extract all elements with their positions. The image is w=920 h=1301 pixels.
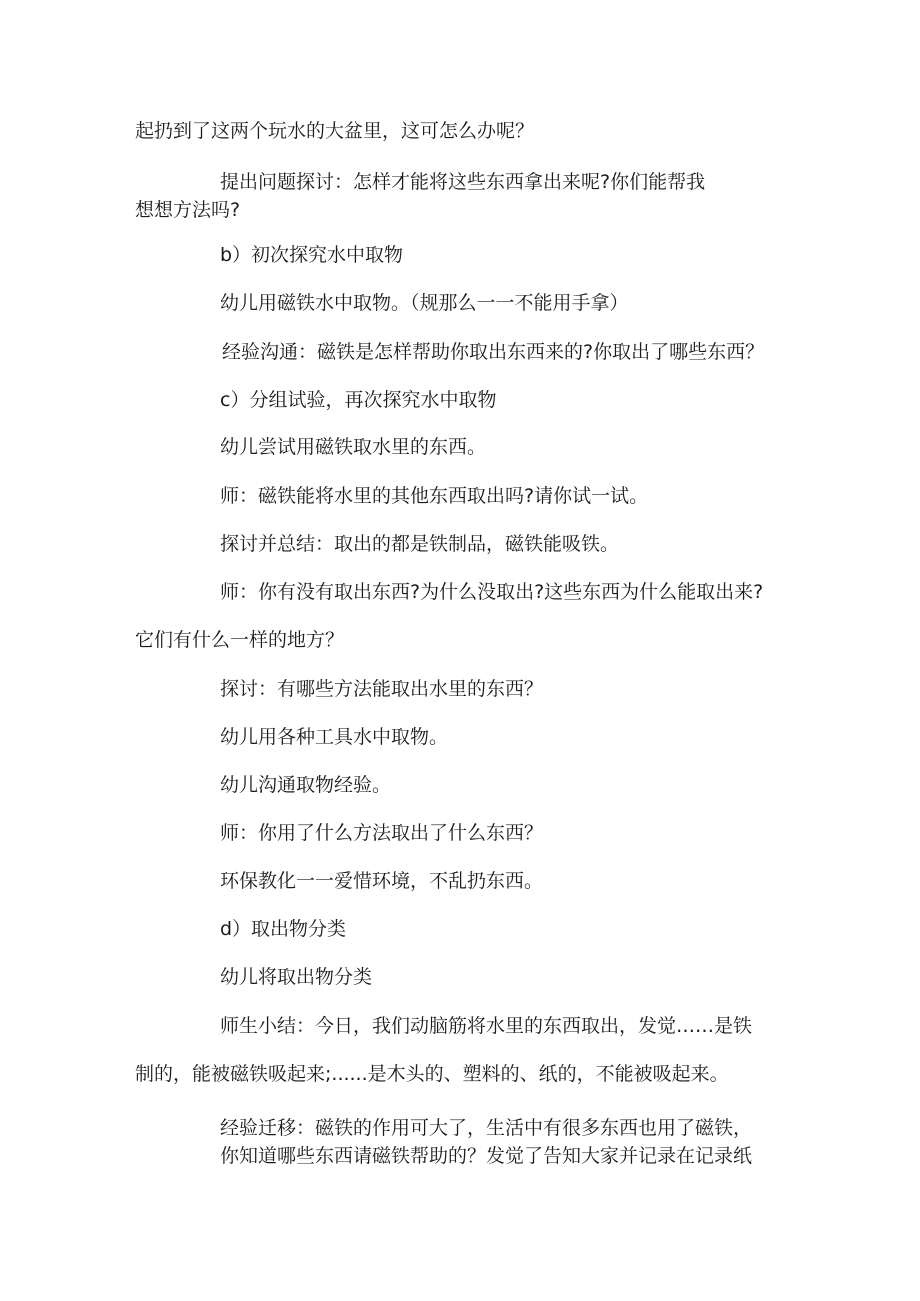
text-line: 起扔到了这两个玩水的大盆里，这可怎么办呢？ — [135, 120, 535, 142]
text-line: 幼儿将取出物分类 — [220, 966, 373, 988]
text-line: 它们有什么一样的地方？ — [135, 629, 345, 651]
text-line: 经验沟通：磁铁是怎样帮助你取出东西来的?你取出了哪些东西？ — [222, 341, 765, 363]
text-line: 探讨并总结：取出的都是铁制品，磁铁能吸铁。 — [220, 533, 620, 555]
text-line: 想想方法吗? — [135, 199, 241, 221]
text-line: 幼儿沟通取物经验。 — [220, 774, 392, 796]
text-line: 你知道哪些东西请磁铁帮助的？发觉了告知大家并记录在记录纸 — [220, 1145, 753, 1167]
text-line: 幼儿用各种工具水中取物。 — [220, 726, 449, 748]
text-line: 制的，能被磁铁吸起来;......是木头的、塑料的、纸的，不能被吸起来。 — [135, 1063, 729, 1085]
text-line: 师：磁铁能将水里的其他东西取出吗?请你试一试。 — [220, 485, 649, 507]
text-line: 师：你有没有取出东西?为什么没取出?这些东西为什么能取出来? — [220, 581, 764, 603]
text-line: 经验迁移：磁铁的作用可大了，生活中有很多东西也用了磁铁， — [220, 1117, 753, 1139]
section-heading-d: d）取出物分类 — [220, 918, 347, 940]
text-line: 探讨：有哪些方法能取出水里的东西？ — [220, 678, 544, 700]
text-line: 师：你用了什么方法取出了什么东西？ — [220, 822, 544, 844]
text-line: 幼儿尝试用磁铁取水里的东西。 — [220, 436, 487, 458]
section-heading-b: b）初次探究水中取物 — [220, 244, 404, 266]
text-line: 幼儿用磁铁水中取物。（规那么一一不能用手拿） — [220, 292, 629, 314]
text-line: 师生小结：今日，我们动脑筋将水里的东西取出，发觉……是铁 — [220, 1015, 753, 1037]
text-line: 提出问题探讨：怎样才能将这些东西拿出来呢?你们能帮我 — [220, 171, 706, 193]
text-line: 环保教化一一爱惜环境，不乱扔东西。 — [220, 870, 544, 892]
section-heading-c: c）分组试验，再次探究水中取物 — [220, 389, 497, 411]
